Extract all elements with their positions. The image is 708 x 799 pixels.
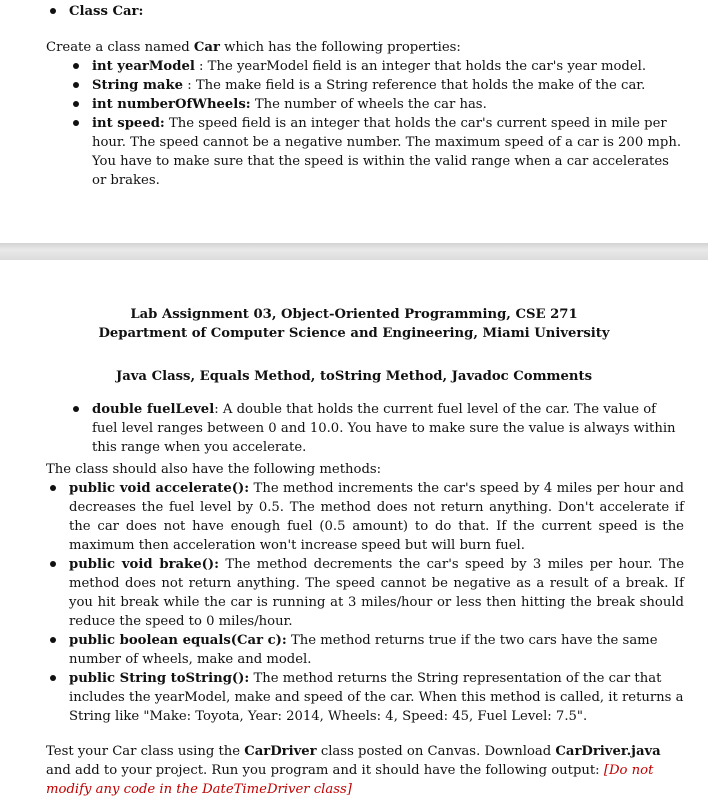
bullet-icon [50,675,56,681]
bullet-icon [73,63,79,69]
bullet-icon [50,637,56,643]
bullet-icon [73,406,79,412]
property-item: int numberOfWheels: The number of wheels the car has. [92,97,487,112]
header-line-1: Lab Assignment 03, Object-Oriented Programming, CSE 271 [130,307,578,322]
method-item: public boolean equals(Car c): The method returns true if the two cars have the same number of wheels, make and model. [69,633,658,667]
document-page-1 [0,0,708,243]
bullet-icon [73,82,79,88]
bullet-icon [50,485,56,491]
header-subtitle: Java Class, Equals Method, toString Method, Javadoc Comments [115,369,592,384]
method-item: public void accelerate(): The method increments the car's speed by 4 miles per hour and decreases the fuel level by 0.5. The method does not return anything. Don't accelerate if the car does not have enough fuel (0.5 amount) to do that. If the current speed is the maximum then acceleration won't increase speed but will burn fuel. [69,481,684,553]
section-heading: Class Car: [69,4,144,19]
property-item: int speed: The speed field is an integer that holds the car's current speed in mile per hour. The speed cannot be a negative number. The maximum speed of a car is 200 mph. You have to make sure that the speed is within the valid range when a car accelerates or brakes. [92,116,682,188]
header-line-2: Department of Computer Science and Engineering, Miami University [98,326,610,341]
page-separator [0,243,708,260]
class-intro: Create a class named Car which has the following properties: [46,40,461,55]
property-item: int yearModel : The yearModel field is an integer that holds the car's year model. [92,59,647,74]
methods-intro: The class should also have the following methods: [46,462,382,477]
bullet-icon [73,101,79,107]
bullet-icon [50,8,56,14]
method-item: public String toString(): The method returns the String representation of the car that includes the yearModel, make and speed of the car. When this method is called, it returns a String like "Make: Toyota, Year: 2014, Wheels: 4, Speed: 45, Fuel Level: 7.5". [69,671,684,724]
bullet-icon [50,561,56,567]
property-item: String make : The make field is a String reference that holds the make of the car. [92,78,646,93]
warning-note: [Do not modify any code in the DateTimeDriver class] [46,763,654,797]
property-item: double fuelLevel: A double that holds the current fuel level of the car. The value of fuel level ranges between 0 and 10.0. You have to make sure the value is always within this range when you accelerate. [92,402,676,455]
document-page-2 [0,260,708,799]
method-item: public void brake(): The method decrements the car's speed by 3 miles per hour. The method does not return anything. The speed cannot be negative as a result of a break. If you hit break while the car is running at 3 miles/hour or less then hitting the break should reduce the speed to 0 miles/hour. [69,557,684,629]
bullet-icon [73,120,79,126]
test-instructions: Test your Car class using the CarDriver class posted on Canvas. Download CarDriver.java and add to your project. Run you program and it should have the following output: [Do not modify any code in the DateTimeDriver class] [46,744,661,797]
